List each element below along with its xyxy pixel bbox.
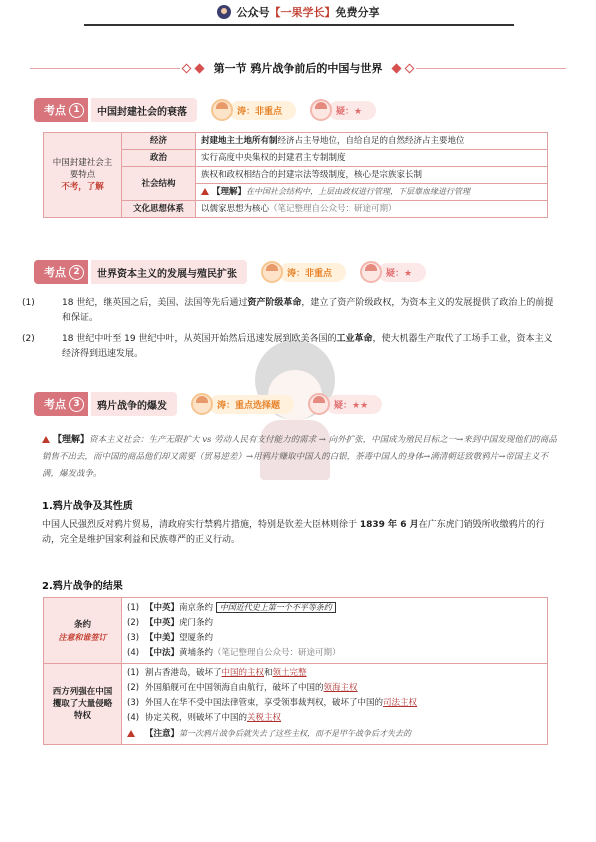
kaodian-badge: 考点 1 [34, 98, 88, 122]
row-content: 封建地主土地所有制经济占主导地位，自给自足的自然经济占主要地位 [196, 133, 548, 150]
subheading-2: 2.鸦片战争的结果 [42, 581, 123, 592]
tag-yi: 疑：★★ [308, 393, 382, 415]
diamond-icon [405, 63, 415, 73]
row-head: 社会结构 [122, 167, 196, 201]
avatar-logo-icon [217, 5, 231, 19]
warning-icon [127, 730, 135, 737]
student-avatar-icon [308, 393, 330, 415]
diamond-icon [194, 63, 204, 73]
treaty-label-cell: 条约 注意和谁签订 [44, 598, 122, 664]
warning-icon [42, 436, 50, 443]
list-item: (4) 【中法】黄埔条约（笔记整理自公众号：研途可期） [127, 648, 341, 658]
row-head: 政治 [122, 150, 196, 167]
k2-paragraph-1: (1) 18 世纪，继英国之后，美国、法国等先后通过资产阶级革命，建立了资产阶级政权，为资本主义的发展提供了政治上的前提和保证。 [22, 298, 554, 323]
k3-paragraph: 中国人民强烈反对鸦片贸易，清政府实行禁鸦片措施，特别是钦差大臣林则徐于 1839 年 6 月在广东虎门销毁所收缴鸦片的行动，完全是维护国家利益和民族尊严的正义行动。 [42, 520, 545, 545]
kaodian-title: 鸦片战争的爆发 [88, 392, 177, 416]
diamond-icon [181, 63, 191, 73]
kaodian-1-header [34, 96, 376, 124]
privilege-list [122, 664, 548, 745]
title-line-left [30, 68, 180, 69]
teacher-avatar-icon [191, 393, 213, 415]
diamond-icon [392, 63, 402, 73]
kaodian-title: 世界资本主义的发展与殖民扩张 [88, 260, 247, 284]
section-title [0, 56, 596, 80]
row-head: 文化思想体系 [122, 201, 196, 218]
student-avatar-icon [360, 261, 382, 283]
row-note: 【理解】在中国社会结构中，上层由政权进行管理，下层靠血缘进行管理 [196, 184, 548, 201]
teacher-avatar-icon [261, 261, 283, 283]
war-results-table [43, 597, 548, 745]
kaodian-badge: 考点 2 [34, 260, 88, 284]
feudal-society-table [43, 132, 548, 218]
list-item: (1) 割占香港岛，破坏了中国的主权和领土完整 [127, 668, 307, 678]
header-bar [0, 0, 596, 24]
header-divider [84, 24, 514, 26]
list-item: (4) 协定关税，则破坏了中国的关税主权 [127, 713, 282, 723]
tag-tao: 涛：非重点 [211, 99, 296, 121]
header-brand: 公众号【一果学长】免费分享 [236, 6, 380, 19]
tag-yi: 疑：★ [360, 261, 426, 283]
k3-understand: 【理解】资本主义社会：生产无限扩大 vs 劳动人民有支付能力的需求 → 向外扩张，中国成为殖民目标之一→来到中国发现他们的商品销售不出去，而中国的商品他们却又需要（贸易逆差）→用鸦片赚取中国人的白银，荼毒中国人的身体→满清朝廷致敬鸦片→帝国主义不满，爆发战争。 [42, 435, 557, 479]
title-line-right [416, 68, 566, 69]
subheading-1: 1.鸦片战争及其性质 [42, 501, 133, 512]
table-main-label: 中国封建社会主要特点 不考，了解 [44, 133, 122, 218]
list-item: (3) 外国人在华不受中国法律管束，享受领事裁判权，破坏了中国的司法主权 [127, 698, 418, 708]
teacher-avatar-icon [211, 99, 233, 121]
k2-paragraph-2: (2) 18 世纪中叶至 19 世纪中叶，从英国开始然后迅速发展到欧美各国的工业革命，使大机器生产取代了工场手工业，资本主义经济得到迅速发展。 [22, 334, 553, 359]
list-item: (1) 【中英】南京条约 中国近代史上第一个不平等条约 [127, 600, 542, 616]
row-content: 族权和政权相结合的封建宗法等级制度，核心是宗族家长制 [196, 167, 548, 184]
student-avatar-icon [310, 99, 332, 121]
kaodian-title: 中国封建社会的衰落 [88, 98, 197, 122]
section-title-text: 第一节 鸦片战争前后的中国与世界 [213, 62, 383, 75]
list-item: (2) 外国船舰可在中国领海自由航行，破坏了中国的领海主权 [127, 683, 358, 693]
kaodian-2-header [34, 258, 426, 286]
list-item: (3) 【中美】望厦条约 [127, 633, 214, 643]
kaodian-3-header [34, 390, 382, 418]
row-content: 实行高度中央集权的封建君主专制制度 [196, 150, 548, 167]
warning-icon [201, 188, 209, 195]
tag-yi: 疑：★ [310, 99, 376, 121]
treaty-list [122, 598, 548, 664]
kaodian-badge: 考点 3 [34, 392, 88, 416]
row-content: 以儒家思想为核心（笔记整理自公众号：研途可期） [196, 201, 548, 218]
tag-tao: 涛：非重点 [261, 261, 346, 283]
list-item: (2) 【中英】虎门条约 [127, 618, 214, 628]
tag-tao: 涛：重点选择题 [191, 393, 294, 415]
list-item-note: 【注意】第一次鸦片战争后就失去了这些主权，而不是甲午战争后才失去的 [127, 726, 542, 742]
row-head: 经济 [122, 133, 196, 150]
privilege-label-cell: 西方列强在中国攫取了大量侵略特权 [44, 664, 122, 745]
